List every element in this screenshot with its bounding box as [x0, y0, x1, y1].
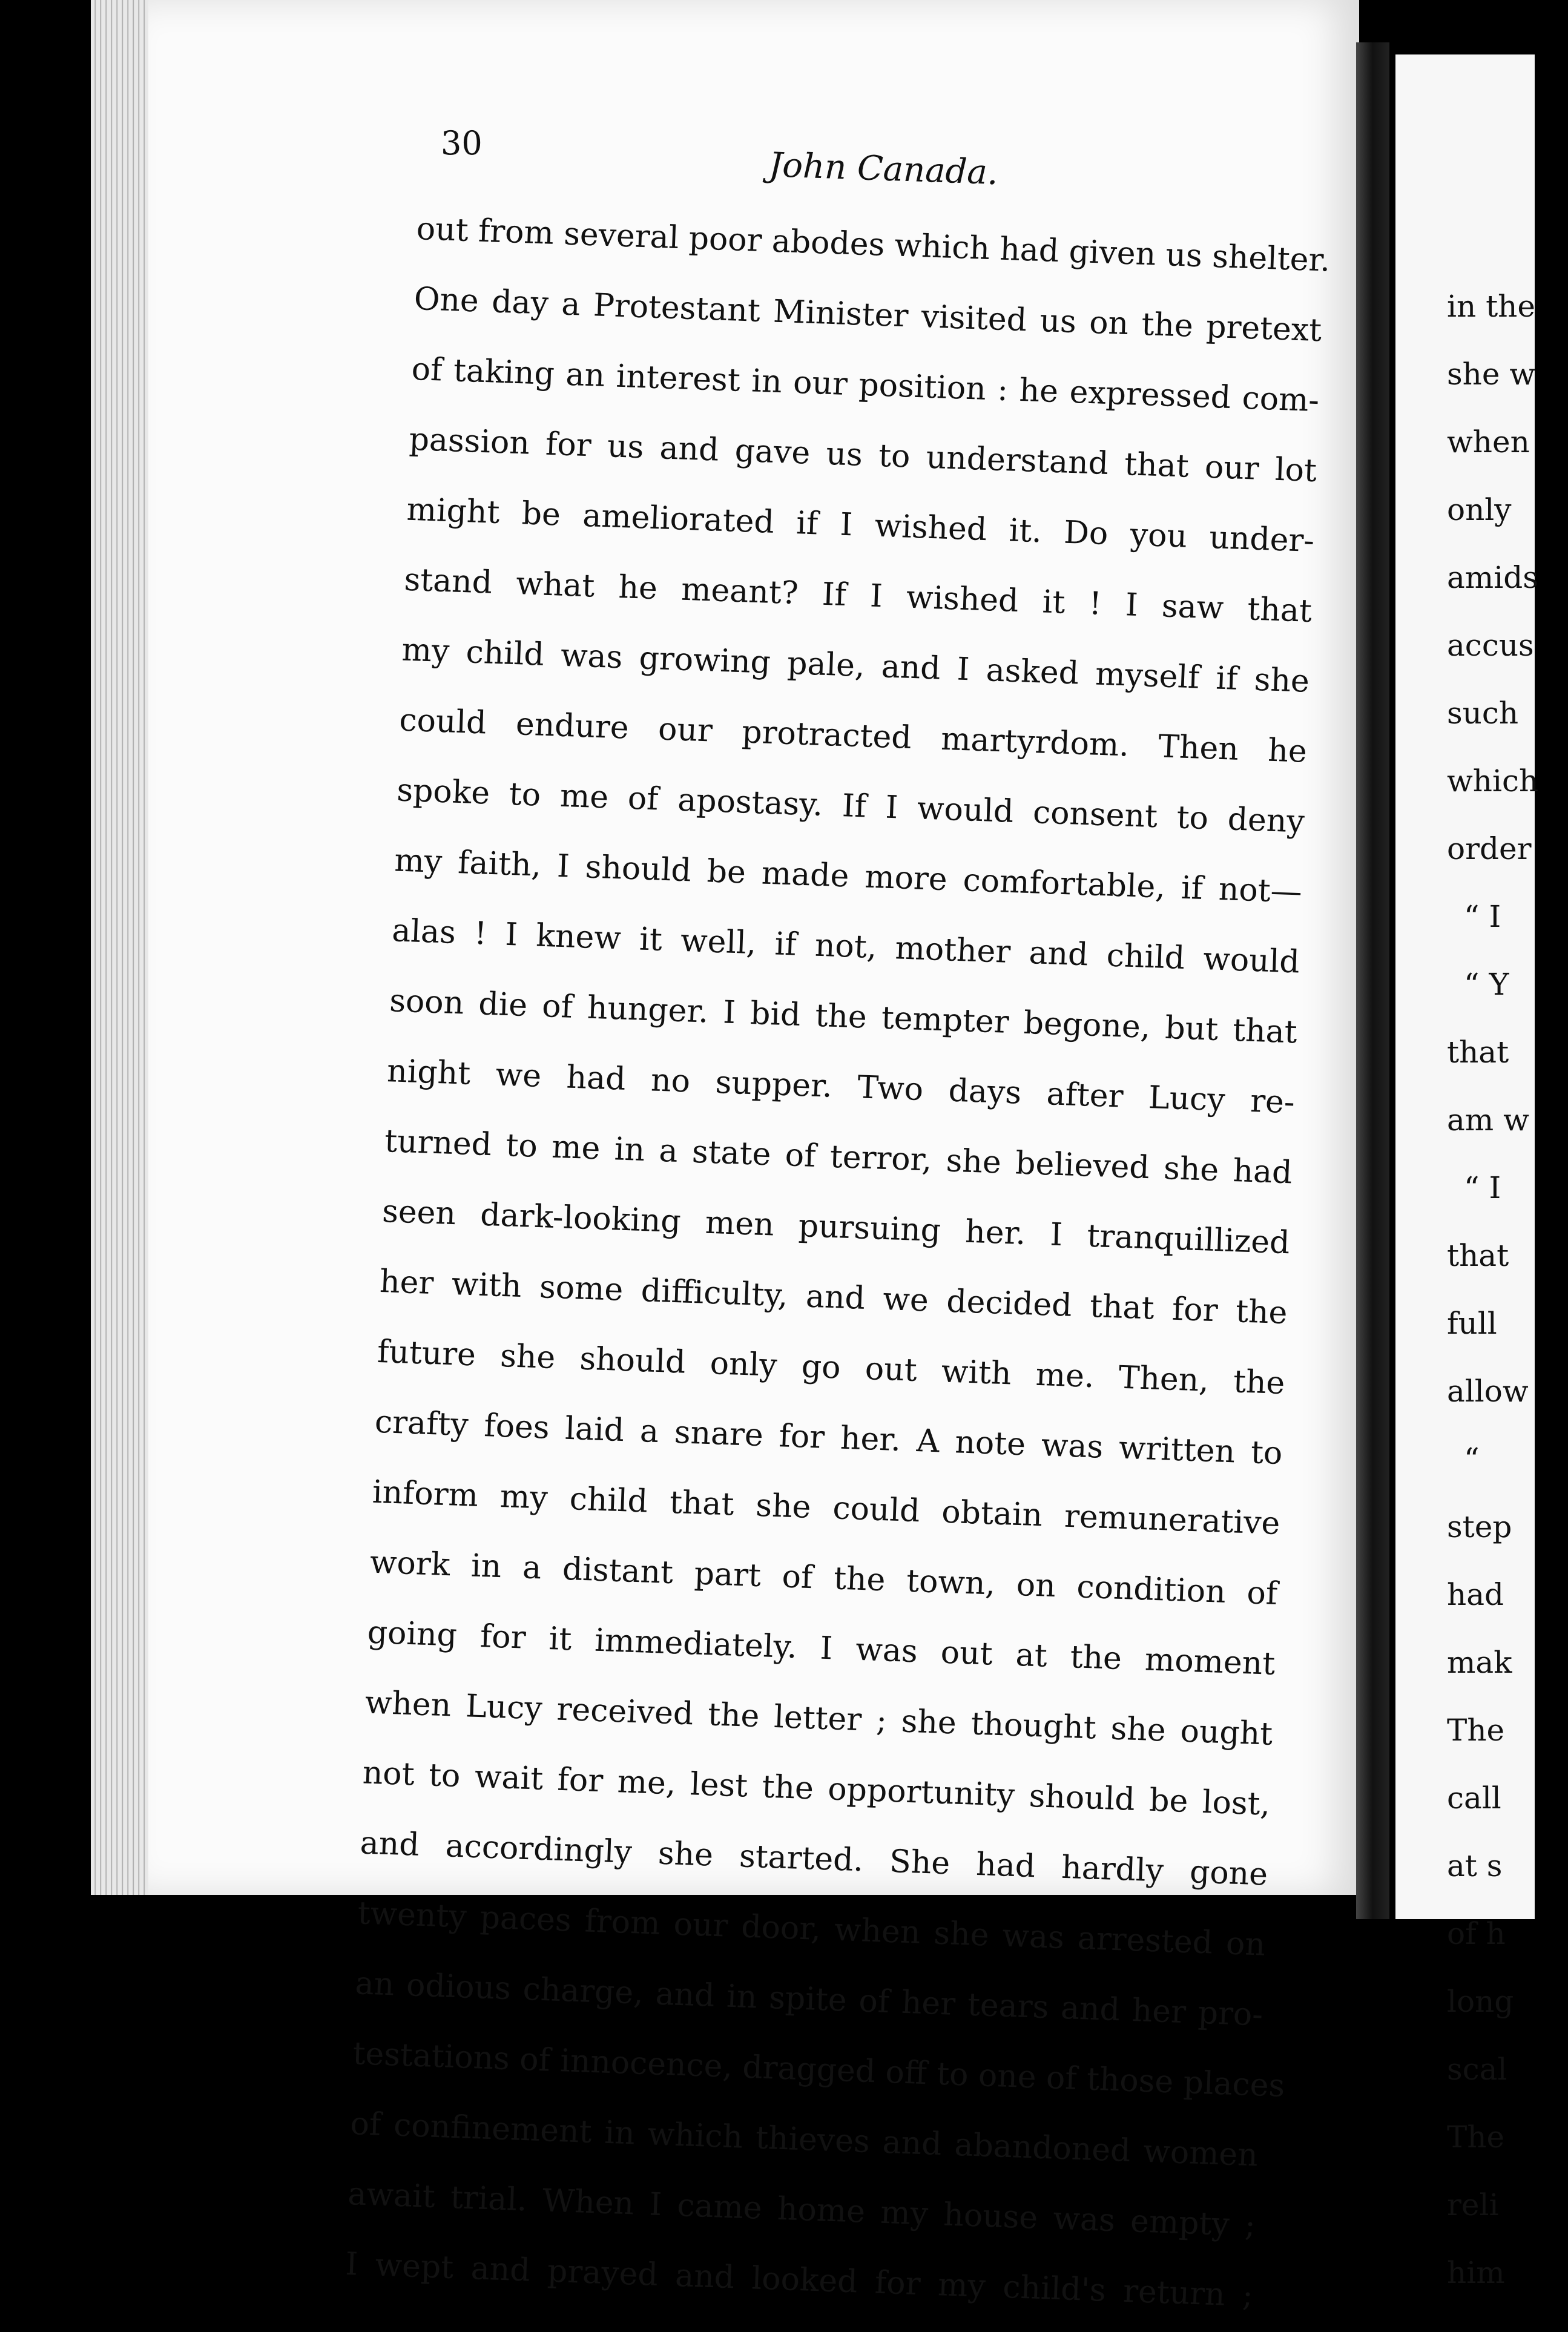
- text-line: inform my child that she could obtain remunerative: [372, 1474, 1281, 1543]
- facing-text-line: amids: [1447, 560, 1538, 595]
- text-line: twenty paces from our door, when she was arrested on: [357, 1895, 1266, 1963]
- facing-text-line: The: [1447, 1713, 1505, 1748]
- text-line: when Lucy received the letter ; she thought she ought: [364, 1684, 1274, 1753]
- text-line: alas ! I knew it well, if not, mother and child would: [391, 912, 1300, 981]
- text-line: of confinement in which thieves and abandoned women: [349, 2106, 1259, 2174]
- text-line: turned to me in a state of terror, she believed she had: [384, 1123, 1293, 1191]
- facing-text-line: him: [1447, 2255, 1505, 2290]
- text-line: my child was growing pale, and I asked myself if she: [401, 631, 1310, 700]
- facing-text-line: which: [1447, 763, 1539, 799]
- facing-text-line: step: [1447, 1509, 1512, 1544]
- page-edges: [91, 0, 157, 1895]
- text-line: might be ameliorated if I wished it. Do you under-: [406, 491, 1315, 560]
- facing-text-line: mak: [1447, 1645, 1512, 1680]
- text-line: spoke to me of apostasy. If I would consent to deny: [396, 772, 1305, 840]
- text-line: and accordingly she started. She had hardly gone: [359, 1825, 1268, 1893]
- text-line: an odious charge, and in spite of her tears and her pro-: [354, 1965, 1263, 2034]
- text-line: of taking an interest in our position : he expressed com-: [410, 351, 1320, 420]
- facing-text-line: she w: [1447, 357, 1536, 392]
- facing-text-line: only: [1447, 492, 1512, 527]
- facing-text-line: am w: [1447, 1102, 1529, 1138]
- text-line: passion for us and gave us to understand that our lot: [408, 421, 1317, 490]
- facing-text-line: full: [1447, 1306, 1497, 1341]
- facing-text-line: at s: [1447, 1848, 1503, 1883]
- text-line: out from several poor abodes which had given us shelter.: [415, 210, 1331, 279]
- text-line: my faith, I should be made more comfortable, if not—: [394, 842, 1303, 911]
- facing-text-line: in the: [1447, 289, 1535, 324]
- text-line: testations of innocence, dragged off to one of those places: [352, 2035, 1286, 2104]
- text-line: soon die of hunger. I bid the tempter begone, but that: [389, 983, 1298, 1051]
- facing-text-line: that: [1447, 1238, 1509, 1273]
- text-line: stand what he meant? If I wished it ! I saw that: [403, 561, 1313, 630]
- facing-text-line: when: [1447, 424, 1530, 459]
- page-number: 30: [441, 124, 483, 162]
- text-line: seen dark-looking men pursuing her. I tranquillized: [381, 1193, 1291, 1262]
- facing-text-line: long: [1447, 1984, 1514, 2019]
- facing-text-line: “ I: [1464, 1170, 1501, 1205]
- text-line: night we had no supper. Two days after Lucy re-: [386, 1053, 1296, 1121]
- facing-page-text: [1447, 272, 1568, 2307]
- facing-text-line: accus: [1447, 628, 1534, 663]
- facing-text-line: that: [1447, 1035, 1509, 1070]
- facing-text-line: order: [1447, 831, 1532, 866]
- text-line: One day a Protestant Minister visited us on the pretext: [413, 280, 1323, 349]
- facing-text-line: call: [1447, 1780, 1501, 1816]
- running-head: John Canada.: [768, 145, 999, 193]
- facing-text-line: The: [1447, 2120, 1505, 2155]
- text-line: going for it immediately. I was out at the moment: [366, 1614, 1276, 1682]
- text-line: crafty foes laid a snare for her. A note was written to: [374, 1403, 1283, 1472]
- book-gutter: [1356, 42, 1389, 1919]
- facing-page-clip: [1395, 54, 1539, 2290]
- text-line: await trial. When I came home my house was empty ;: [347, 2176, 1256, 2244]
- facing-text-line: reli: [1447, 2187, 1499, 2222]
- text-line: work in a distant part of the town, on condition of: [369, 1544, 1279, 1612]
- text-line: could endure our protracted martyrdom. Then he: [398, 702, 1308, 770]
- facing-text-line: “ Y: [1464, 967, 1509, 1002]
- text-line: I wept and prayed and looked for my child's return ;: [344, 2245, 1254, 2314]
- facing-text-line: such: [1447, 696, 1519, 731]
- facing-text-line: scal: [1447, 2052, 1507, 2087]
- facing-text-line: “: [1464, 1441, 1480, 1477]
- facing-text-line: allow: [1447, 1374, 1529, 1409]
- text-line: not to wait for me, lest the opportunity should be lost,: [361, 1754, 1271, 1823]
- facing-text-line: “ I: [1464, 899, 1501, 934]
- facing-text-line: of h: [1447, 1916, 1506, 1951]
- text-line: her with some difficulty, and we decided that for the: [379, 1263, 1288, 1332]
- facing-text-line: had: [1447, 1577, 1504, 1612]
- body-text: [344, 194, 1331, 2331]
- text-line: future she should only go out with me. Then, the: [377, 1333, 1286, 1402]
